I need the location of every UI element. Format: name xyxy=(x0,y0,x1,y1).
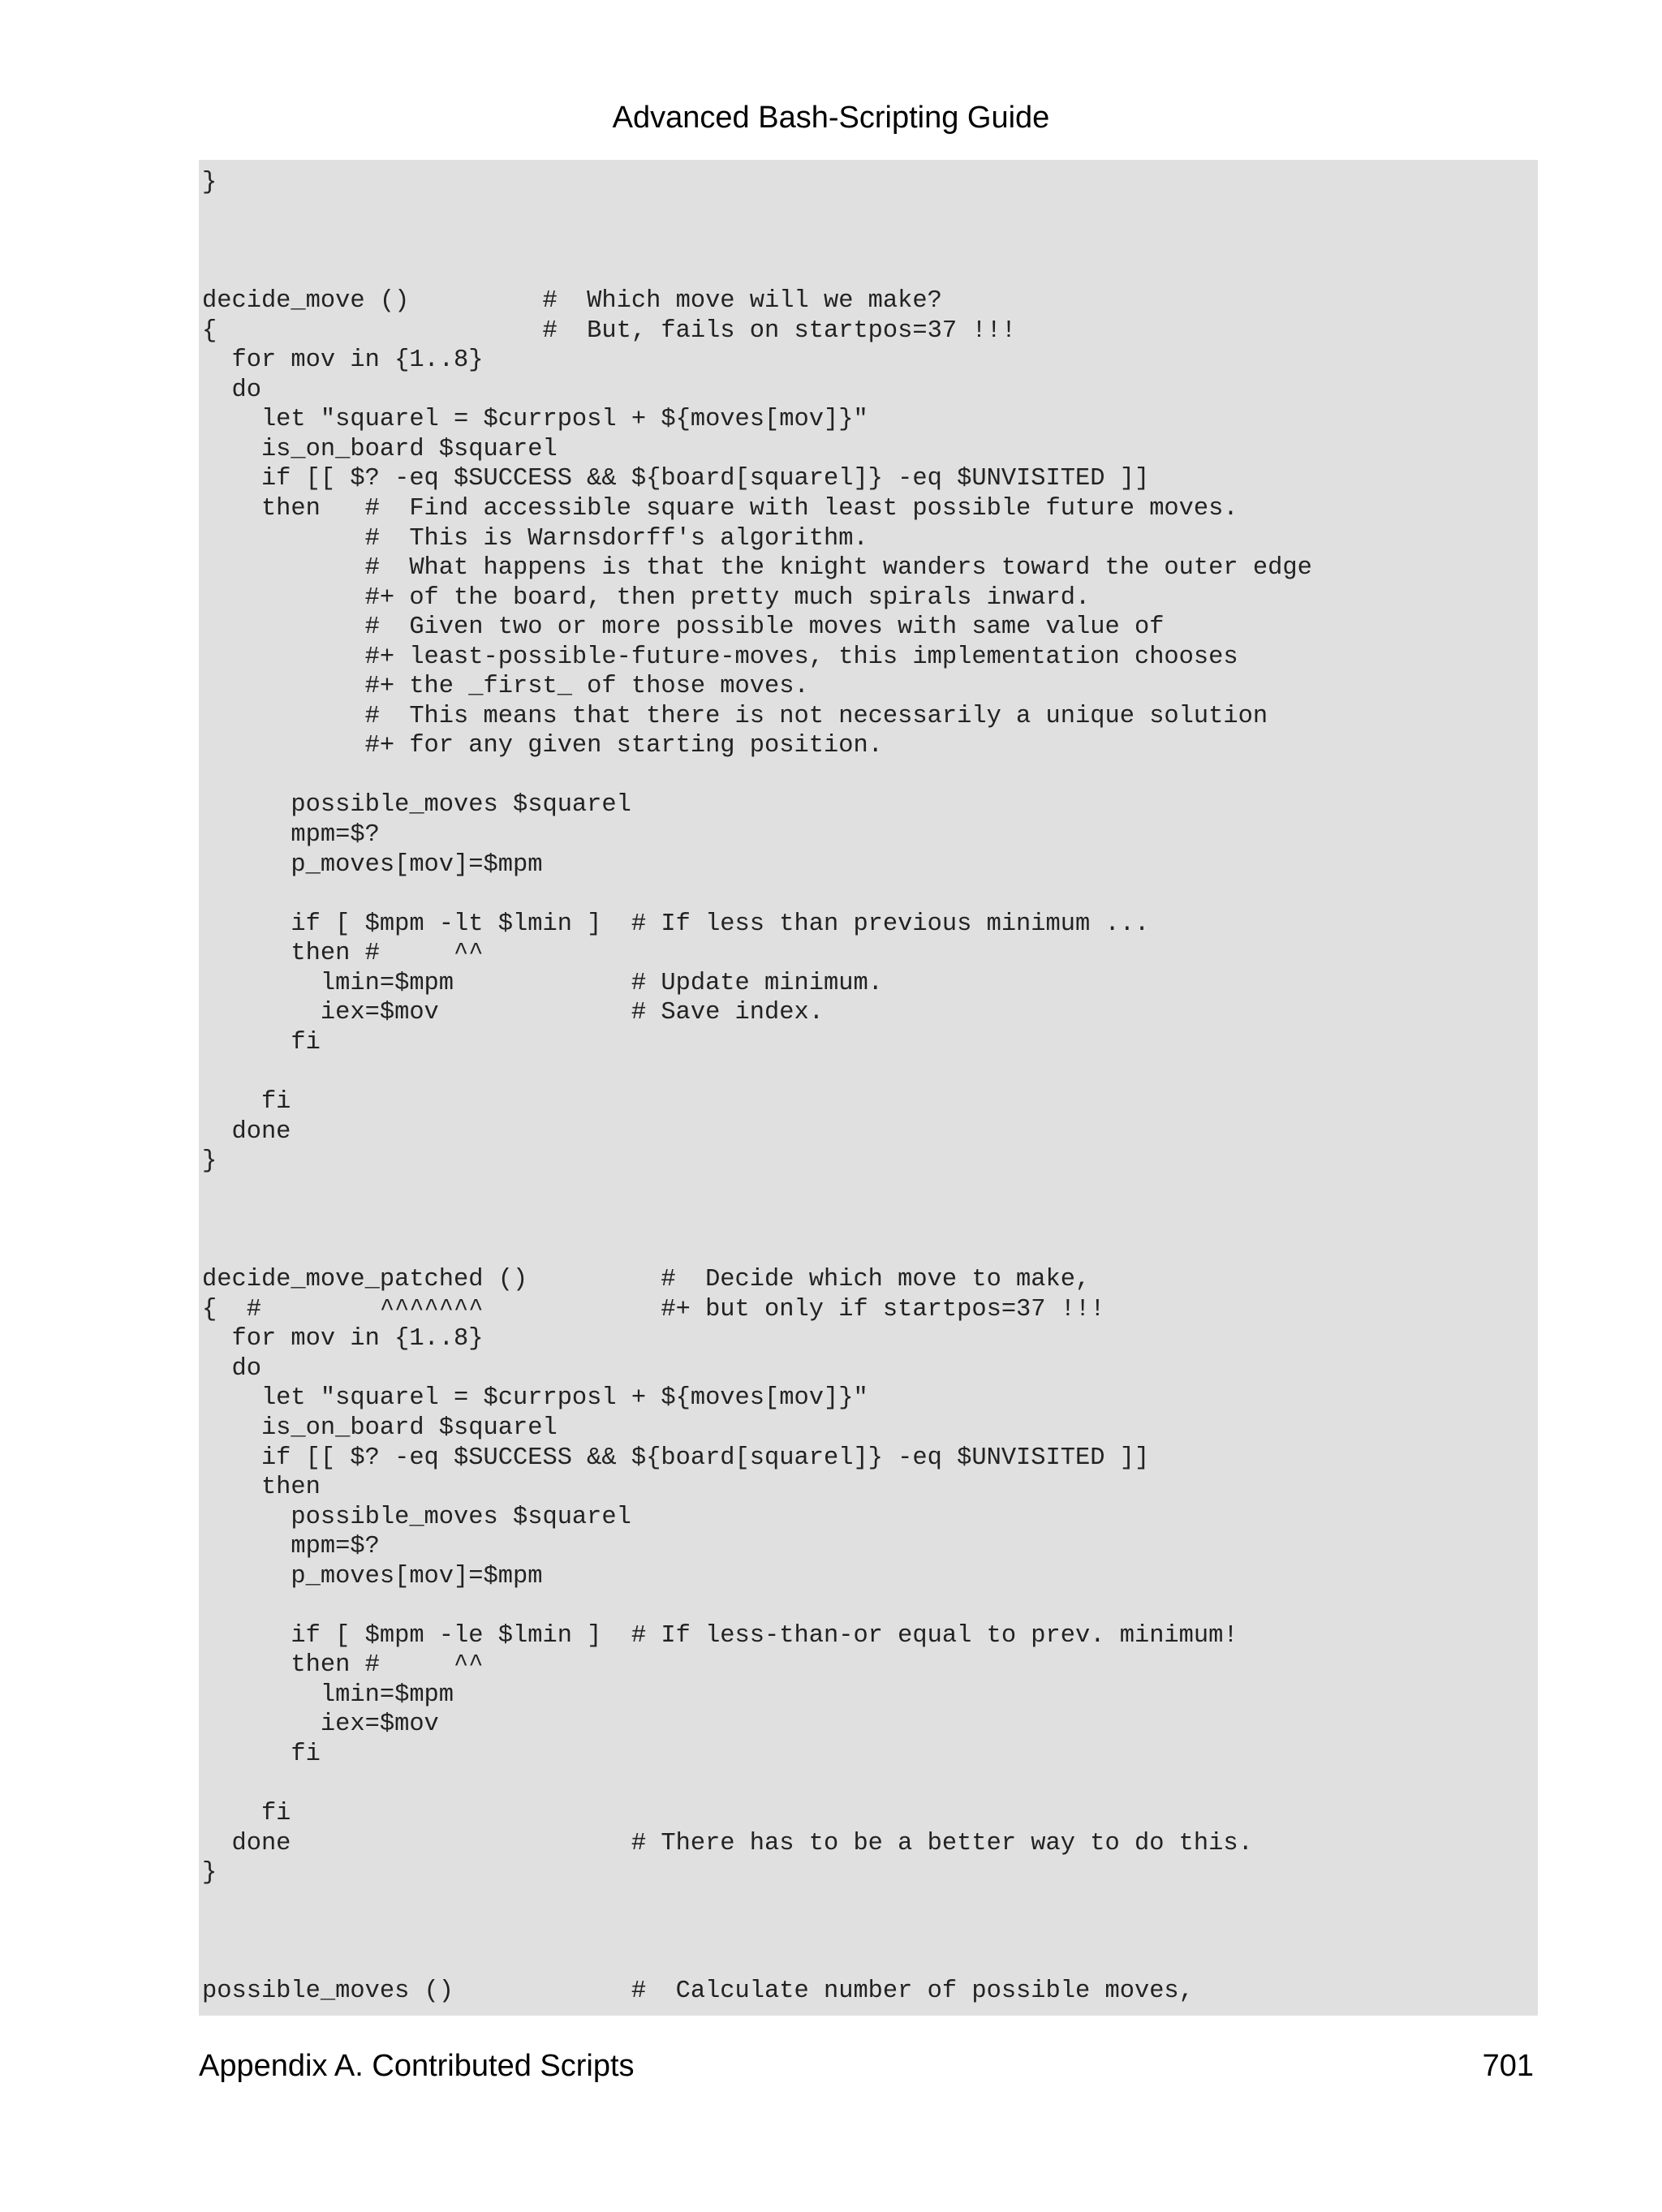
code-line: fi xyxy=(202,1087,291,1116)
code-line: possible_moves $squarel xyxy=(202,791,631,820)
code-line: is_on_board $squarel xyxy=(202,435,558,463)
code-line: # Given two or more possible moves with same value of xyxy=(202,613,1165,642)
code-line: # This is Warnsdorff's algorithm. xyxy=(202,524,868,553)
code-line: if [[ $? -eq $SUCCESS && ${board[squarel]} -eq $UNVISITED ]] xyxy=(202,465,1150,493)
code-line xyxy=(202,1236,1538,1266)
code-line: p_moves[mov]=$mpm xyxy=(202,1562,543,1590)
code-line: possible_moves $squarel xyxy=(202,1503,631,1531)
code-line xyxy=(202,1177,1538,1207)
code-line xyxy=(202,198,1538,228)
code-line: let "squarel = $currposl + ${moves[mov]}" xyxy=(202,406,868,434)
footer-page-number: 701 xyxy=(1482,2049,1534,2083)
code-line: decide_move () # Which move will we make? xyxy=(202,287,942,316)
code-line xyxy=(202,1917,1538,1947)
code-line: done # There has to be a better way to do this. xyxy=(202,1829,1253,1857)
code-line: if [ $mpm -lt $lmin ] # If less than previous minimum ... xyxy=(202,910,1150,938)
code-line: fi xyxy=(202,1740,321,1768)
code-line: lmin=$mpm # Update minimum. xyxy=(202,969,883,997)
code-line xyxy=(202,1947,1538,1977)
code-line: { # ^^^^^^^ #+ but only if startpos=37 !!! xyxy=(202,1295,1105,1323)
code-line: mpm=$? xyxy=(202,1533,380,1561)
code-line: for mov in {1..8} xyxy=(202,346,484,375)
footer-section-title: Appendix A. Contributed Scripts xyxy=(199,2049,635,2083)
code-line: #+ of the board, then pretty much spirals inward. xyxy=(202,583,1091,612)
code-line: then # ^^ xyxy=(202,1651,484,1680)
code-line: # What happens is that the knight wanders toward the outer edge xyxy=(202,554,1312,583)
code-line: #+ for any given starting position. xyxy=(202,732,883,760)
code-line: { # But, fails on startpos=37 !!! xyxy=(202,316,1017,345)
code-line: fi xyxy=(202,1028,321,1057)
code-line: #+ the _first_ of those moves. xyxy=(202,673,809,701)
code-line: for mov in {1..8} xyxy=(202,1325,484,1353)
code-line: then xyxy=(202,1474,321,1502)
code-line: iex=$mov # Save index. xyxy=(202,999,824,1027)
code-line xyxy=(202,1888,1538,1918)
code-line: do xyxy=(202,1354,261,1383)
code-line: } xyxy=(202,1147,217,1176)
code-line xyxy=(202,1206,1538,1236)
code-line: } xyxy=(202,1859,217,1887)
code-line xyxy=(202,257,1538,287)
code-line xyxy=(202,880,1538,910)
code-line xyxy=(202,1591,1538,1621)
code-line: if [[ $? -eq $SUCCESS && ${board[squarel]} -eq $UNVISITED ]] xyxy=(202,1444,1150,1472)
code-line xyxy=(202,761,1538,791)
code-line: is_on_board $squarel xyxy=(202,1414,558,1442)
code-line: } xyxy=(202,169,217,196)
code-line: then # Find accessible square with least possible future moves. xyxy=(202,495,1238,523)
code-line: decide_move_patched () # Decide which move to make, xyxy=(202,1266,1091,1294)
code-line: lmin=$mpm xyxy=(202,1681,454,1709)
code-line: iex=$mov xyxy=(202,1711,439,1739)
code-line xyxy=(202,1057,1538,1087)
code-line: mpm=$? xyxy=(202,821,380,850)
code-line: let "squarel = $currposl + ${moves[mov]}" xyxy=(202,1384,868,1413)
code-line: do xyxy=(202,376,261,404)
code-line: possible_moves () # Calculate number of possible moves, xyxy=(202,1977,1194,2006)
code-line: done xyxy=(202,1117,291,1146)
code-line: fi xyxy=(202,1800,291,1828)
code-line: # This means that there is not necessarily a unique solution xyxy=(202,702,1268,730)
code-line: p_moves[mov]=$mpm xyxy=(202,850,543,879)
code-line: #+ least-possible-future-moves, this implementation chooses xyxy=(202,643,1238,671)
code-line: then # ^^ xyxy=(202,940,484,968)
code-line xyxy=(202,227,1538,257)
page-header-title: Advanced Bash-Scripting Guide xyxy=(612,101,1050,135)
code-line xyxy=(202,1770,1538,1800)
code-listing xyxy=(199,160,1538,2016)
code-line: if [ $mpm -le $lmin ] # If less-than-or equal to prev. minimum! xyxy=(202,1621,1238,1650)
